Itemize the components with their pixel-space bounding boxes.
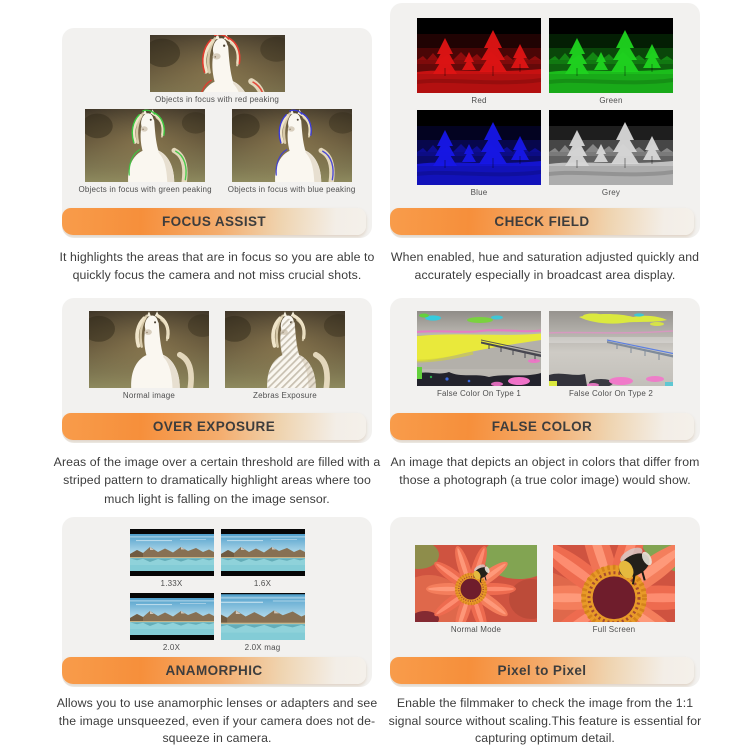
feature-title: Pixel to Pixel xyxy=(497,663,587,679)
figure-false-color-type2 xyxy=(549,311,673,399)
figure-normal-image xyxy=(89,311,209,401)
figure-anamorphic-133x xyxy=(130,529,214,589)
feature-title: FOCUS ASSIST xyxy=(161,214,267,229)
figure-caption: Blue xyxy=(470,187,488,197)
figure-caption: Green xyxy=(599,96,623,105)
figure-full-screen xyxy=(553,545,675,635)
horse-zebras-image xyxy=(225,311,345,388)
horse-blue-peaking-image xyxy=(232,109,352,182)
anamorphic-16x-image xyxy=(221,529,305,576)
figure-caption: False Color On Type 1 xyxy=(436,388,522,398)
feature-description: Areas of the image over a certain threshold are filled with a striped pattern to dramatically highlight areas where too much light is falling on the image sensor. xyxy=(53,454,381,506)
figure-blue-field xyxy=(417,110,541,198)
pixel-to-pixel-card xyxy=(390,517,700,687)
check-field-card xyxy=(390,3,700,238)
anamorphic-133x-image xyxy=(130,529,214,576)
blue-field-image xyxy=(417,110,541,185)
section-over-exposure xyxy=(53,298,381,508)
figure-false-color-type1 xyxy=(417,311,541,399)
section-check-field xyxy=(390,3,700,285)
section-false-color xyxy=(390,298,700,508)
figure-blue-peaking xyxy=(228,109,356,195)
anamorphic-20x-mag-image xyxy=(221,593,305,640)
feature-description: When enabled, hue and saturation adjusted quickly and accurately especially in broadcast area display. xyxy=(390,250,700,283)
anamorphic-banner xyxy=(62,657,366,684)
figure-caption: Normal Mode xyxy=(450,625,502,635)
figure-caption: Full Screen xyxy=(592,625,636,635)
figure-caption: Objects in focus with blue peaking xyxy=(227,184,356,194)
figure-caption: Zebras Exposure xyxy=(253,390,317,400)
figure-anamorphic-20x xyxy=(130,593,214,653)
figure-caption: 2.0X xyxy=(162,642,181,652)
figure-caption: Grey xyxy=(601,187,621,197)
figure-red-field xyxy=(417,18,541,106)
false-color-type1-image xyxy=(417,311,541,386)
section-pixel-to-pixel xyxy=(390,517,700,747)
figure-green-peaking xyxy=(78,109,211,195)
red-field-image xyxy=(417,18,541,93)
figure-green-field xyxy=(549,18,673,106)
flower-full-screen-image xyxy=(553,545,675,622)
figure-caption: Normal image xyxy=(122,390,176,400)
horse-green-peaking-image xyxy=(85,109,205,182)
figure-caption: 2.0X mag xyxy=(244,642,281,652)
over-exposure-card xyxy=(62,298,372,443)
figure-anamorphic-16x xyxy=(221,529,305,589)
feature-title: CHECK FIELD xyxy=(494,214,590,229)
figure-caption: Red xyxy=(471,96,487,105)
over-exposure-banner xyxy=(62,413,366,440)
feature-title: ANAMORPHIC xyxy=(165,663,263,679)
figure-caption: False Color On Type 2 xyxy=(568,388,654,398)
focus-assist-card xyxy=(62,28,372,238)
figure-caption: 1.33X xyxy=(160,579,183,589)
pixel-to-pixel-banner xyxy=(390,657,694,684)
anamorphic-card xyxy=(62,517,372,687)
anamorphic-20x-image xyxy=(130,593,214,640)
section-focus-assist xyxy=(59,3,375,285)
figure-anamorphic-20x-mag xyxy=(221,593,305,653)
horse-normal-image xyxy=(89,311,209,388)
feature-title: OVER EXPOSURE xyxy=(152,418,276,434)
feature-title: FALSE COLOR xyxy=(491,418,593,434)
figure-caption: Objects in focus with red peaking xyxy=(155,95,279,104)
figure-caption: 1.6X xyxy=(253,579,272,589)
figure-caption: Objects in focus with green peaking xyxy=(78,184,212,194)
figure-zebras-exposure xyxy=(225,311,345,401)
grey-field-image xyxy=(549,110,673,185)
figure-normal-mode xyxy=(415,545,537,635)
focus-assist-banner xyxy=(62,208,366,235)
check-field-banner xyxy=(390,208,694,235)
flower-normal-mode-image xyxy=(415,545,537,622)
feature-description: An image that depicts an object in colors that differ from those a photograph (a true color image) would show. xyxy=(390,454,700,488)
false-color-card xyxy=(390,298,700,443)
feature-description: Allows you to use anamorphic lenses or adapters and see the image unsqueezed, even if your camera does not de-squeeze in camera. xyxy=(56,696,378,746)
horse-red-peaking-image xyxy=(150,35,285,92)
feature-description: Enable the filmmaker to check the image from the 1:1 signal source without scaling.This feature is essential for capturing optimum detail. xyxy=(388,696,702,746)
false-color-banner xyxy=(390,413,694,440)
feature-description: It highlights the areas that are in focus so you are able to quickly focus the camera and not miss crucial shots. xyxy=(59,250,375,283)
green-field-image xyxy=(549,18,673,93)
section-anamorphic xyxy=(56,517,378,747)
figure-red-peaking xyxy=(150,35,285,105)
false-color-type2-image xyxy=(549,311,673,386)
figure-grey-field xyxy=(549,110,673,198)
